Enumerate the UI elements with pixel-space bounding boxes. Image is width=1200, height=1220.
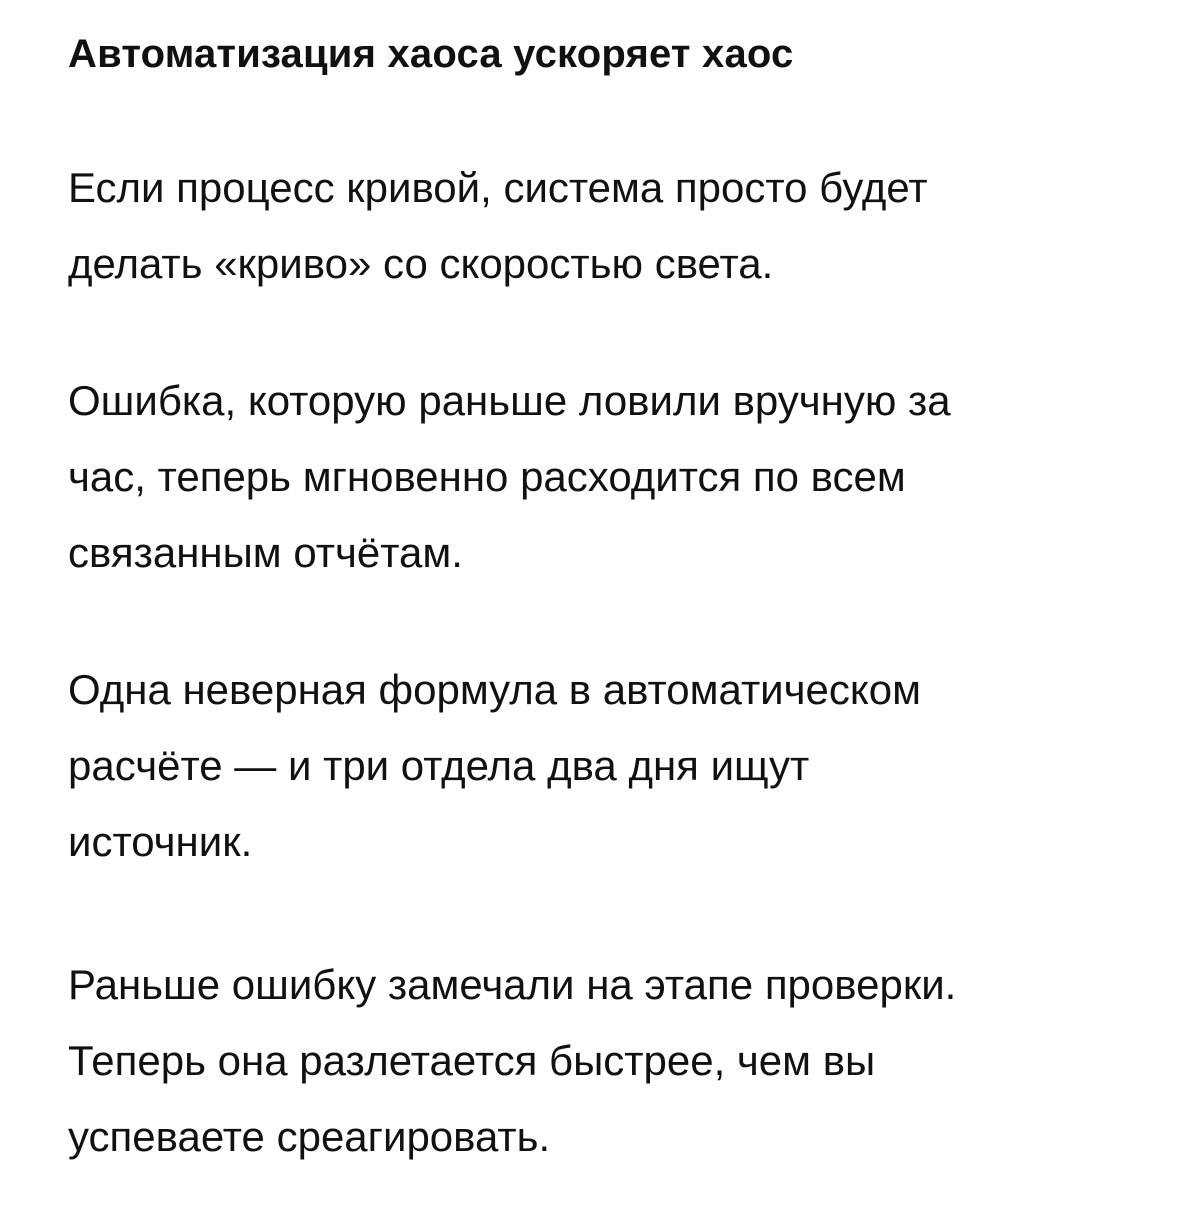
paragraph-review bbox=[68, 947, 1148, 1175]
paragraph-line: Теперь она разлетается быстрее, чем вы bbox=[68, 1037, 876, 1084]
paragraph-line: час, теперь мгновенно расходится по всем bbox=[68, 453, 906, 500]
paragraph-line: Раньше ошибку замечали на этапе проверки. bbox=[68, 961, 957, 1008]
paragraph-line: Ошибка, которую раньше ловили вручную за bbox=[68, 377, 951, 424]
paragraph-line: Если процесс кривой, система просто будет bbox=[68, 164, 928, 211]
article-title: Автоматизация хаоса ускоряет хаос bbox=[68, 32, 794, 76]
paragraph-line: успеваете среагировать. bbox=[68, 1113, 551, 1160]
paragraph-formula bbox=[68, 652, 1148, 880]
paragraph-line: делать «криво» со скоростью света. bbox=[68, 240, 774, 287]
paragraph-line: связанным отчётам. bbox=[68, 529, 463, 576]
paragraph-error-spread bbox=[68, 363, 1148, 591]
paragraph-line: источник. bbox=[68, 818, 253, 865]
paragraph-process bbox=[68, 150, 1148, 302]
paragraph-line: расчёте — и три отдела два дня ищут bbox=[68, 742, 810, 789]
paragraph-line: Одна неверная формула в автоматическом bbox=[68, 666, 921, 713]
